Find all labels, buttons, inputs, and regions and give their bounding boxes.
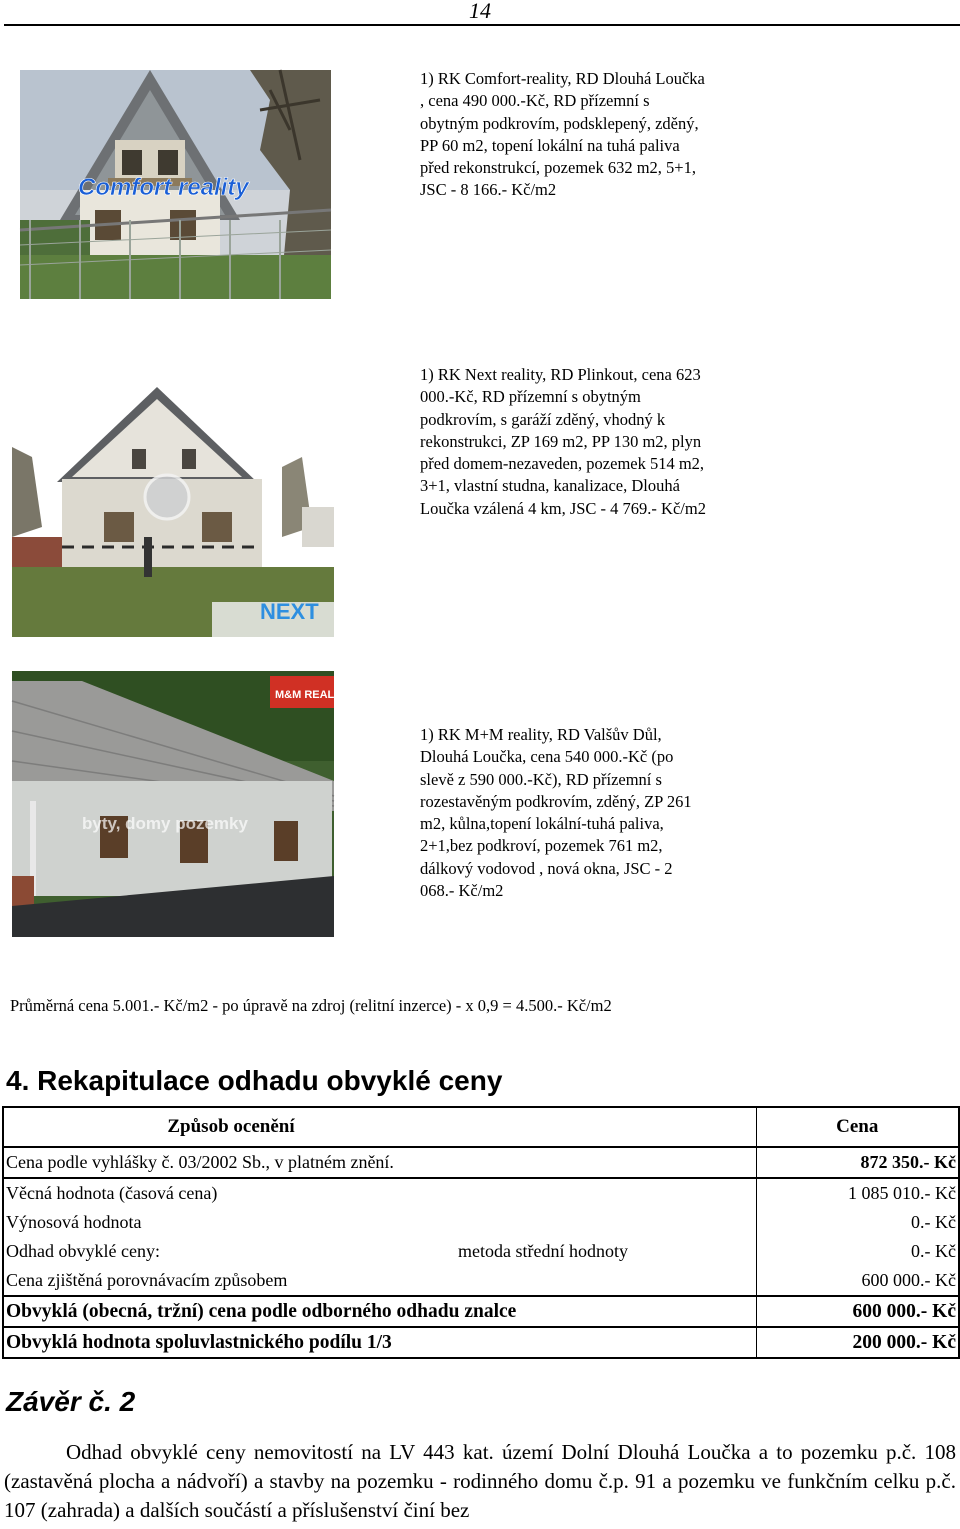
col-middle-header [458, 1107, 756, 1147]
table-row [3, 1237, 959, 1266]
table-row [3, 1147, 959, 1178]
table-row [3, 1266, 959, 1296]
watermark-mm: M&M REALITY [275, 689, 352, 701]
table-row [3, 1296, 959, 1327]
row-price: 600 000.- Kč [756, 1296, 959, 1327]
table-row [3, 1178, 959, 1208]
col-method-header: Způsob ocenění [3, 1107, 458, 1147]
table-row [3, 1208, 959, 1237]
row-middle: metoda střední hodnoty [458, 1237, 756, 1266]
section-heading-rekapitulace: 4. Rekapitulace odhadu obvyklé ceny [6, 1065, 503, 1096]
listing-3-text: 1) RK M+M reality, RD Valšův Důl, Dlouhá Loučka, cena 540 000.-Kč (po slevě z 590 000.-Kč), RD přízemní s rozestavěným podkrovím, zděný, ZP 261 m2, kůlna,topení lokální-tuhá paliva, 2+1,bez podkroví, pozemek 761 m2, dálkový vodovod , nová okna, JSC - 2 068.- Kč/m2 [420, 725, 692, 901]
page-number: 14 [469, 0, 491, 23]
listing-2-text: 1) RK Next reality, RD Plinkout, cena 623 000.-Kč, RD přízemní s obytným podkrovím, s garáží zděný, vhodný k rekonstrukci, ZP 169 m2, PP 130 m2, plyn před domem-nezaveden, pozemek 514 m2, 3+1, vlastní studna, kanalizace, Dlouhá Loučka vzálená 4 km, JSC - 4 769.- Kč/m2 [420, 365, 706, 518]
row-price: 600 000.- Kč [756, 1266, 959, 1296]
header-rule [4, 24, 960, 26]
row-price: 0.- Kč [756, 1237, 959, 1266]
row-label: Cena podle vyhlášky č. 03/2002 Sb., v platném znění. [3, 1147, 458, 1178]
table-row [3, 1327, 959, 1358]
conclusion-paragraph: Odhad obvyklé ceny nemovitostí na LV 443 kat. území Dolní Dlouhá Loučka a to pozemku p.č. 108 (zastavěná plocha a nádvoří) a stavby na pozemku - rodinného domu č.p. 91 a pozemku ve funkčním celku p.č. 107 (zahrada) a dalších součástí a příslušenství činí bez [4, 1440, 956, 1522]
recap-table-header [3, 1107, 959, 1147]
recap-table [2, 1106, 960, 1359]
row-label: Výnosová hodnota [3, 1208, 458, 1237]
row-label: Cena zjištěná porovnávacím způsobem [3, 1266, 458, 1296]
row-label: Obvyklá hodnota spoluvlastnického podílu 1/3 [3, 1327, 756, 1358]
listing-1-text: 1) RK Comfort-reality, RD Dlouhá Loučka , cena 490 000.-Kč, RD přízemní s obytným podkrovím, podsklepený, zděný, PP 60 m2, topení lokální na tuhá paliva před rekonstrukcí, pozemek 632 m2, 5+1, JSC - 8 166.- Kč/m2 [420, 69, 705, 200]
house-photo-1 [20, 70, 331, 299]
row-price: 872 350.- Kč [756, 1147, 959, 1178]
house-photo-1-drawing [20, 70, 331, 299]
watermark-byty: byty, domy pozemky [82, 814, 248, 833]
house-photo-2-drawing [12, 387, 334, 637]
watermark-comfort: Comfort reality [78, 174, 249, 201]
row-label: Věcná hodnota (časová cena) [3, 1178, 458, 1208]
row-label: Odhad obvyklé ceny: [3, 1237, 458, 1266]
house-photo-3 [12, 671, 352, 937]
row-middle [458, 1266, 756, 1296]
row-middle [458, 1208, 756, 1237]
conclusion-heading: Závěr č. 2 [6, 1386, 136, 1417]
row-middle [458, 1178, 756, 1208]
house-photo-3-drawing [12, 671, 352, 937]
average-price-note: Průměrná cena 5.001.- Kč/m2 - po úpravě na zdroj (relitní inzerce) - x 0,9 = 4.500.- Kč/m2 [10, 996, 612, 1015]
row-price: 0.- Kč [756, 1208, 959, 1237]
row-price: 1 085 010.- Kč [756, 1178, 959, 1208]
house-photo-2 [12, 387, 334, 637]
row-price: 200 000.- Kč [756, 1327, 959, 1358]
watermark-next: NEXT [260, 599, 319, 624]
row-middle [458, 1147, 756, 1178]
row-label: Obvyklá (obecná, tržní) cena podle odborného odhadu znalce [3, 1296, 756, 1327]
col-price-header: Cena [756, 1107, 959, 1147]
